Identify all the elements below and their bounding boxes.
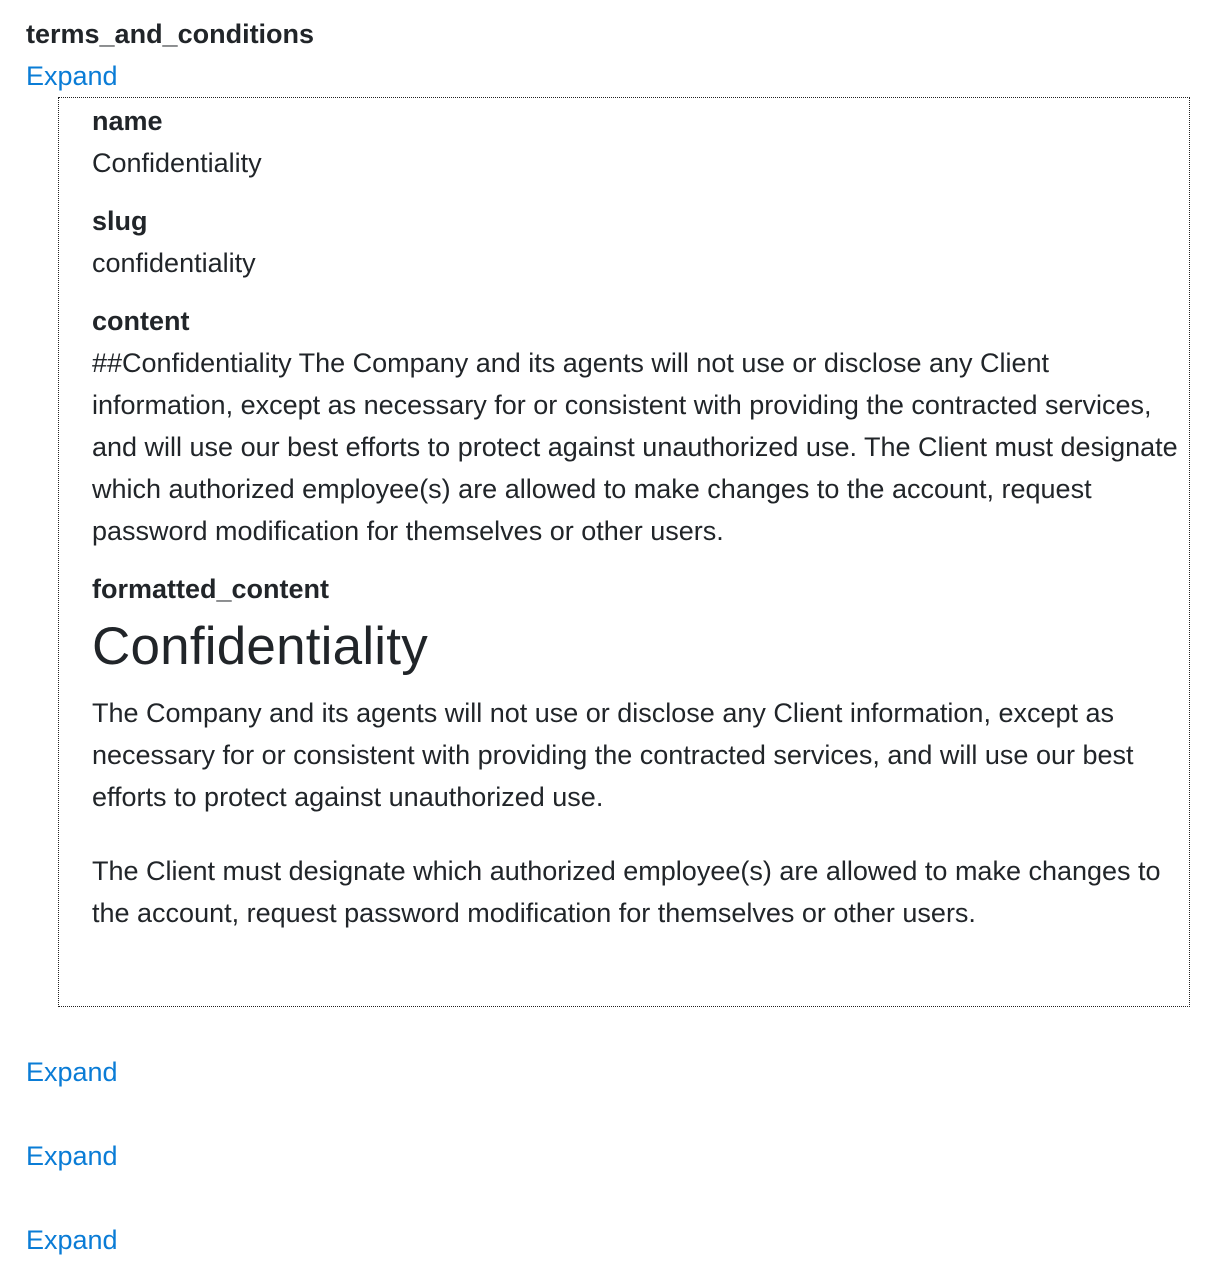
expand-link-item-2[interactable]: Expand [26, 1057, 118, 1087]
content-value: ##Confidentiality The Company and its agents will not use or disclose any Client information, except as necessary for or consistent with providing the contracted services, and will use our best efforts to protect against unauthorized use. The Client must designate which authorized employee(s) are allowed to make changes to the account, request password modification for themselves or other users. [92, 348, 1178, 546]
formatted-content-paragraph: The Client must designate which authorized employee(s) are allowed to make changes to the account, request password modification for themselves or other users. [92, 856, 1161, 928]
slug-field [92, 200, 1192, 284]
content-label: content [92, 306, 190, 336]
formatted-content-field [92, 568, 1192, 966]
formatted-content-paragraph: The Company and its agents will not use or disclose any Client information, except as necessary for or consistent with providing the contracted services, and will use our best efforts to protect against unauthorized use. [92, 698, 1134, 812]
slug-value: confidentiality [92, 248, 256, 278]
name-value: Confidentiality [92, 148, 262, 178]
expanded-item-panel [58, 97, 1190, 1007]
content-field [92, 300, 1192, 552]
section-title: terms_and_conditions [26, 19, 315, 49]
expand-link-item-3[interactable]: Expand [26, 1141, 118, 1171]
name-label: name [92, 106, 163, 136]
formatted-content-label: formatted_content [92, 574, 330, 604]
formatted-content-heading: Confidentiality [92, 617, 428, 676]
expand-link-item-4[interactable]: Expand [26, 1225, 118, 1255]
name-field [92, 100, 1192, 184]
slug-label: slug [92, 206, 148, 236]
expand-link-item-1[interactable]: Expand [26, 61, 118, 91]
